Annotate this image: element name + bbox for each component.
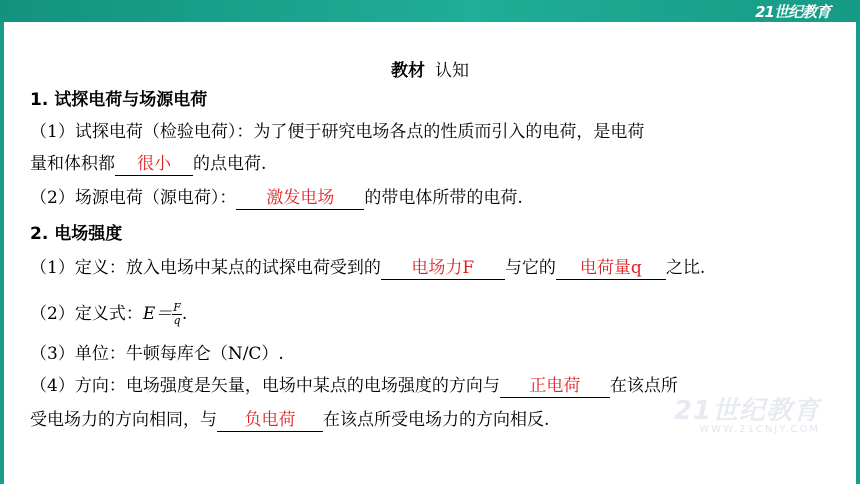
definition-line <box>30 256 705 280</box>
dir-text-c: 受电场力的方向相同，与 <box>30 410 217 430</box>
dir-text-d: 在该点所受电场力的方向相反. <box>323 410 550 430</box>
def-text-a: （1）定义：放入电场中某点的试探电荷受到的 <box>30 258 381 278</box>
title-main: 教材 <box>391 61 425 81</box>
def-text-b: 与它的 <box>504 258 556 278</box>
formula-end: . <box>181 304 188 324</box>
def-text-c: 之比. <box>665 258 706 278</box>
section1-item2 <box>30 186 523 210</box>
answer-blank-charge: 电荷量q <box>556 258 666 280</box>
logo-mark: 21世纪教育 <box>755 2 830 21</box>
watermark-logo: 21世纪教育 <box>673 396 820 426</box>
formula-lhs: E＝ <box>142 304 173 324</box>
section1-item1-line2 <box>30 152 266 176</box>
item2-text-b: 的带电体所带的电荷. <box>364 188 523 208</box>
formula-numerator: F <box>173 301 181 314</box>
direction-line1 <box>30 374 678 398</box>
watermark-url: WWW.21CNJY.COM <box>699 424 820 435</box>
top-bar-fill <box>0 0 860 22</box>
dir-text-a: （4）方向：电场强度是矢量，电场中某点的电场强度的方向与 <box>30 376 500 396</box>
section1-item1-line1: （1）试探电荷（检验电荷）：为了便于研究电场各点的性质而引入的电荷，是电荷 <box>30 122 645 142</box>
formula-line <box>30 302 187 327</box>
direction-line2 <box>30 408 549 432</box>
item2-text-a: （2）场源电荷（源电荷）： <box>30 188 237 208</box>
section1-heading: 1. 试探电荷与场源电荷 <box>30 90 208 110</box>
answer-blank-excite: 激发电场 <box>236 188 364 210</box>
unit-line: （3）单位：牛顿每库仑（N/C）. <box>30 344 284 364</box>
left-frame <box>0 22 4 484</box>
answer-blank-force: 电场力F <box>381 258 505 280</box>
answer-blank-positive: 正电荷 <box>500 376 610 398</box>
top-bar <box>0 0 860 22</box>
section2-heading: 2. 电场强度 <box>30 224 123 244</box>
item1-text-c: 的点电荷. <box>193 154 267 174</box>
answer-blank-small: 很小 <box>115 154 193 176</box>
item1-text-b: 量和体积都 <box>30 154 115 174</box>
brand-logo <box>755 1 830 21</box>
title-secondary: 认知 <box>435 61 469 81</box>
formula-fraction <box>172 302 182 327</box>
page-title <box>0 56 860 81</box>
formula-denominator: q <box>173 314 181 327</box>
dir-text-b: 在该点所 <box>609 376 678 396</box>
formula-label: （2）定义式： <box>30 304 143 324</box>
right-frame <box>856 22 860 484</box>
answer-blank-negative: 负电荷 <box>217 410 323 432</box>
